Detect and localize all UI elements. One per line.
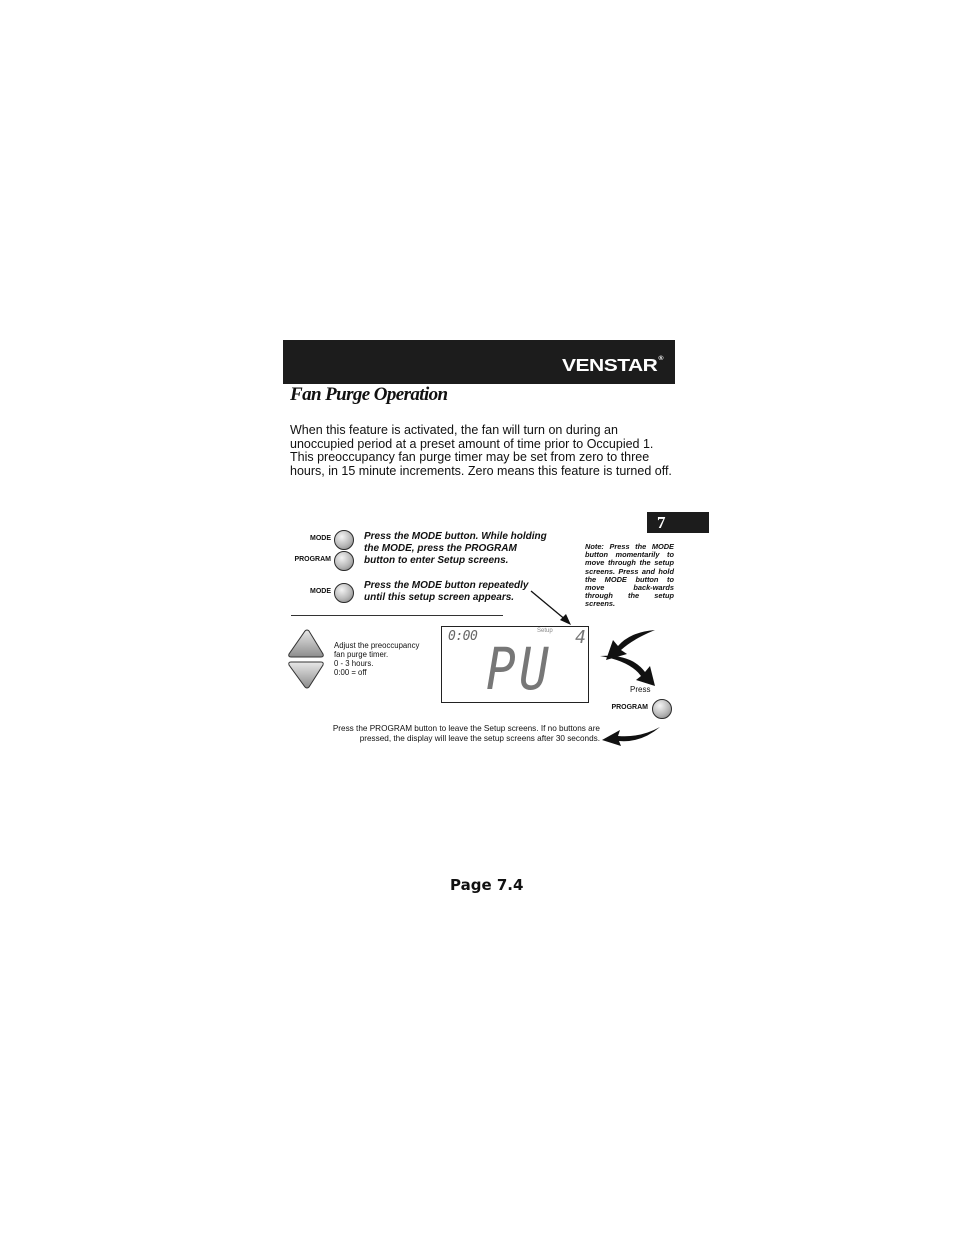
intro-paragraph: When this feature is activated, the fan will turn on during an unoccupied period at a preset amount of time prior to Occupied 1. This preoccupancy fan purge timer may be set from zero to three hours, in 15 minute increments. Zero means this feature is turned off.: [290, 423, 672, 478]
section-tab: 7: [647, 512, 709, 533]
program-button[interactable]: [652, 699, 672, 719]
mode-label: MODE: [310, 588, 331, 595]
program-label: PROGRAM: [294, 556, 331, 563]
program-label: PROGRAM: [611, 704, 648, 711]
up-button[interactable]: [288, 630, 324, 658]
lcd-setup-indicator: Setup: [537, 628, 553, 634]
lcd-screen-number: 4: [575, 627, 586, 648]
instruction-enter-setup: Press the MODE button. While holding the MODE, press the PROGRAM button to enter Setup screens.: [364, 531, 547, 566]
down-button[interactable]: [288, 661, 324, 689]
mode-label: MODE: [310, 535, 331, 542]
page-title: Fan Purge Operation: [290, 384, 448, 405]
curved-arrow-icon: [602, 727, 660, 746]
press-label: Press: [630, 685, 651, 694]
exit-instructions: Press the PROGRAM button to leave the Setup screens. If no buttons are pressed, the display will leave the setup screens after 30 seconds.: [332, 724, 600, 743]
instruction-repeat-mode: Press the MODE button repeatedly until this setup screen appears.: [364, 580, 529, 603]
adjust-instructions: Adjust the preoccupancy fan purge timer. 0 - 3 hours. 0:00 = off: [334, 641, 420, 677]
lcd-display: [441, 626, 589, 703]
note-text: Note: Press the MODE button momentarily to move through the setup screens. Press and hold the MODE button to move back-wards through the setup screens.: [585, 542, 674, 609]
curved-arrow-icon: [600, 656, 655, 686]
page-number: Page 7.4: [450, 876, 524, 894]
pointer-arrow-head: [560, 614, 571, 625]
venstar-logo: VENSTAR®: [562, 355, 663, 376]
lcd-time: 0:00: [448, 629, 478, 644]
lcd-main-code: PU: [486, 635, 553, 703]
curved-arrow-icon: [606, 630, 655, 660]
pointer-arrow-line: [531, 591, 567, 621]
